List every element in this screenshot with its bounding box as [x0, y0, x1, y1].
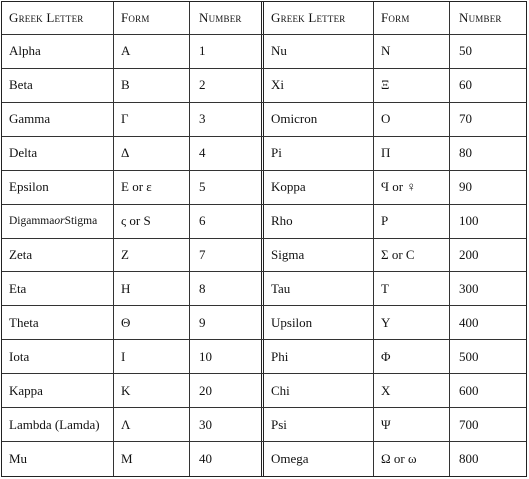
letter-form: Ψ: [374, 408, 450, 442]
letter-name: Phi: [264, 340, 374, 374]
letter-form: Χ: [374, 374, 450, 408]
letter-name: Digamma or Stigma: [2, 205, 114, 239]
letter-form: Ε or ε: [114, 171, 190, 205]
letter-name: Mu: [2, 442, 114, 476]
letter-number: 300: [450, 272, 526, 306]
letter-number: 80: [450, 137, 526, 171]
header-form: Form: [114, 2, 190, 35]
letter-name: Beta: [2, 69, 114, 103]
header-number: Number: [450, 2, 526, 35]
letter-name: Omicron: [264, 103, 374, 137]
letter-number: 30: [190, 408, 264, 442]
letter-number: 800: [459, 451, 479, 467]
header-form: Form: [374, 2, 450, 35]
letter-name: Epsilon: [2, 171, 114, 205]
letter-number: 500: [450, 340, 526, 374]
letter-number: 40: [199, 451, 212, 467]
letter-name: Rho: [264, 205, 374, 239]
table-right-half: [264, 2, 526, 476]
letter-form: Θ: [114, 306, 190, 340]
letter-name: Pi: [264, 137, 374, 171]
letter-form: Φ: [374, 340, 450, 374]
letter-number: 10: [190, 340, 264, 374]
letter-name: Xi: [264, 69, 374, 103]
letter-form: Υ: [374, 306, 450, 340]
letter-number: 90: [450, 171, 526, 205]
letter-number: 1: [190, 35, 264, 69]
letter-name: Omega: [264, 442, 374, 476]
letter-name: Delta: [2, 137, 114, 171]
letter-name: Eta: [2, 272, 114, 306]
letter-number: 6: [190, 205, 264, 239]
header-number: Number: [190, 2, 264, 35]
letter-number: 600: [450, 374, 526, 408]
letter-form: Δ: [114, 137, 190, 171]
letter-name: Lambda (Lamda): [2, 408, 114, 442]
letter-name: Gamma: [2, 103, 114, 137]
header-greek-letter: Greek Letter: [264, 2, 374, 35]
letter-name: Chi: [264, 374, 374, 408]
letter-name: Iota: [2, 340, 114, 374]
header-greek-letter: Greek Letter: [2, 2, 114, 35]
letter-name: Psi: [264, 408, 374, 442]
letter-name: Tau: [264, 272, 374, 306]
letter-number: 200: [450, 239, 526, 273]
letter-name: Koppa: [264, 171, 374, 205]
greek-numeral-table: [1, 1, 527, 477]
letter-name: Theta: [2, 306, 114, 340]
letter-form: Ο: [374, 103, 450, 137]
letter-number: 400: [450, 306, 526, 340]
letter-name: Upsilon: [264, 306, 374, 340]
letter-number: 60: [450, 69, 526, 103]
letter-number: 7: [190, 239, 264, 273]
letter-number: 20: [190, 374, 264, 408]
letter-name: Zeta: [2, 239, 114, 273]
letter-number: 4: [190, 137, 264, 171]
letter-form: Π: [374, 137, 450, 171]
letter-form: Ξ: [374, 69, 450, 103]
letter-form: Β: [114, 69, 190, 103]
letter-form: Μ: [114, 442, 190, 476]
letter-form: Τ: [374, 272, 450, 306]
letter-number: 50: [450, 35, 526, 69]
letter-form: Λ: [114, 408, 190, 442]
letter-name: Alpha: [2, 35, 114, 69]
letter-number: 3: [190, 103, 264, 137]
letter-form: Ϥ or ♀: [374, 171, 450, 205]
letter-form: Ρ: [374, 205, 450, 239]
letter-number: 700: [450, 408, 526, 442]
letter-form: Ι: [114, 340, 190, 374]
letter-number: 9: [190, 306, 264, 340]
letter-number: 5: [190, 171, 264, 205]
letter-number: 100: [450, 205, 526, 239]
letter-number: 2: [190, 69, 264, 103]
letter-form: Η: [114, 272, 190, 306]
letter-form: Σ or C: [374, 239, 450, 273]
letter-form: Ω or ω: [374, 442, 450, 476]
letter-form: Ν: [374, 35, 450, 69]
letter-number: 8: [190, 272, 264, 306]
letter-form: Ζ: [114, 239, 190, 273]
letter-form: ς or S: [114, 205, 190, 239]
letter-name: Nu: [264, 35, 374, 69]
letter-name: Kappa: [2, 374, 114, 408]
letter-name: Sigma: [264, 239, 374, 273]
letter-number: 70: [450, 103, 526, 137]
letter-form: Α: [114, 35, 190, 69]
letter-form: Κ: [114, 374, 190, 408]
table-left-half: [2, 2, 264, 476]
letter-form: Γ: [114, 103, 190, 137]
